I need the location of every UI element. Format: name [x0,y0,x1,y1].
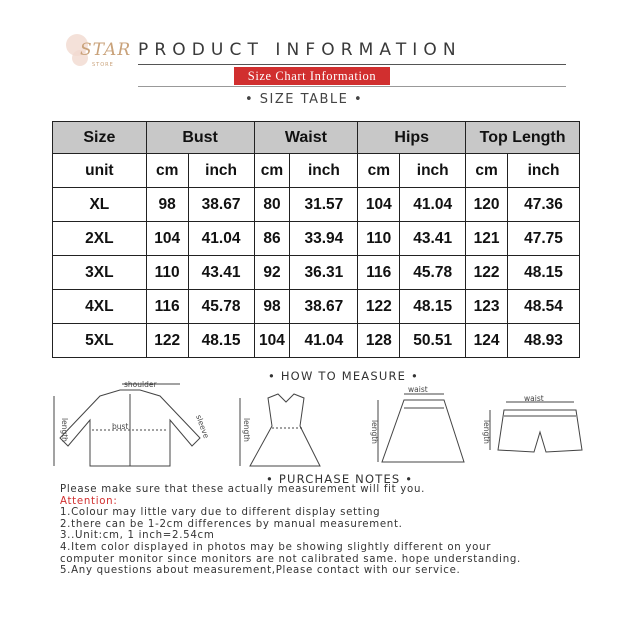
table-cell: 36.31 [290,256,358,290]
table-cell: 110 [146,256,188,290]
note-item: 1.Colour may little vary due to different display setting [60,507,381,519]
table-cell: 120 [466,188,508,222]
header-hips: Hips [358,122,466,154]
shorts-diagram [482,394,582,452]
page-title: PRODUCT INFORMATION [138,40,462,60]
table-cell: 123 [466,290,508,324]
table-cell: 33.94 [290,222,358,256]
table-cell: 2XL [53,222,147,256]
table-cell: cm [254,154,290,188]
skirt-diagram [370,385,464,462]
table-cell: 5XL [53,324,147,358]
table-cell: unit [53,154,147,188]
table-cell: 122 [466,256,508,290]
note-item: 2.there can be 1-2cm differences by manual measurement. [60,518,403,530]
table-cell: 43.41 [188,256,254,290]
purchase-notes-heading: • PURCHASE NOTES • [266,472,414,486]
table-cell: 41.04 [290,324,358,358]
brand-name: STAR [80,40,132,60]
table-header-row [53,122,580,154]
table-cell: 43.41 [400,222,466,256]
divider [138,86,566,87]
table-cell: 38.67 [290,290,358,324]
table-row [53,188,580,222]
table-cell: 31.57 [290,188,358,222]
header-waist: Waist [254,122,358,154]
table-cell: cm [466,154,508,188]
table-cell: 80 [254,188,290,222]
shoulder-label: shoulder [124,380,157,389]
table-cell: 124 [466,324,508,358]
table-cell: cm [146,154,188,188]
table-cell: 4XL [53,290,147,324]
table-cell: 41.04 [400,188,466,222]
table-cell: inch [508,154,580,188]
table-cell: 3XL [53,256,147,290]
size-chart-badge: Size Chart Information [234,67,390,85]
table-cell: 104 [254,324,290,358]
waist-label: waist [408,385,428,394]
table-cell: 116 [146,290,188,324]
table-cell: 48.15 [400,290,466,324]
dress-diagram [240,394,320,466]
table-cell: 128 [358,324,400,358]
brand-tagline: STORE [92,62,114,68]
table-cell: 98 [254,290,290,324]
table-cell: inch [400,154,466,188]
size-table-heading: • SIZE TABLE • [245,92,364,107]
how-to-measure-heading: • HOW TO MEASURE • [268,369,419,383]
table-cell: 110 [358,222,400,256]
attention-label: Attention: [60,495,118,507]
waist-label: waist [524,394,544,403]
table-cell: 47.36 [508,188,580,222]
table-cell: inch [290,154,358,188]
table-cell: 41.04 [188,222,254,256]
table-cell: cm [358,154,400,188]
table-cell: 116 [358,256,400,290]
length-label: length [60,418,69,442]
table-cell: 50.51 [400,324,466,358]
note-item: 5.Any questions about measurement,Please contact with our service. [60,565,461,577]
length-label: length [482,420,491,444]
table-cell: 121 [466,222,508,256]
bust-label: bust [112,422,129,431]
brand-logo [62,28,132,78]
measure-illustrations [40,378,600,478]
unit-row [53,154,580,188]
purchase-notes [60,484,630,577]
table-cell: 45.78 [400,256,466,290]
note-item: computer monitor since monitors are not calibrated same. hope understanding. [60,553,521,565]
table-cell: 92 [254,256,290,290]
table-cell: 48.54 [508,290,580,324]
table-cell: 98 [146,188,188,222]
table-cell: 104 [146,222,188,256]
sleeve-label: sleeve [194,413,211,440]
table-row [53,222,580,256]
header-top-length: Top Length [466,122,580,154]
notes-intro: Please make sure that these actually measurement will fit you. [60,484,426,495]
table-cell: 48.15 [508,256,580,290]
length-label: length [370,420,379,444]
table-cell: 86 [254,222,290,256]
table-cell: 47.75 [508,222,580,256]
table-row [53,290,580,324]
header-bust: Bust [146,122,254,154]
note-item: 4.Item color displayed in photos may be showing slightly different on your [60,541,492,553]
divider [138,64,566,65]
size-table [52,121,580,358]
table-cell: 45.78 [188,290,254,324]
table-cell: inch [188,154,254,188]
header-size: Size [53,122,147,154]
table-cell: 122 [358,290,400,324]
table-row [53,256,580,290]
table-row [53,324,580,358]
length-label: length [242,418,251,442]
table-cell: XL [53,188,147,222]
shirt-diagram [54,380,211,466]
table-cell: 104 [358,188,400,222]
table-cell: 48.93 [508,324,580,358]
table-cell: 122 [146,324,188,358]
table-cell: 38.67 [188,188,254,222]
table-cell: 48.15 [188,324,254,358]
note-item: 3..Unit:cm, 1 inch=2.54cm [60,530,215,542]
